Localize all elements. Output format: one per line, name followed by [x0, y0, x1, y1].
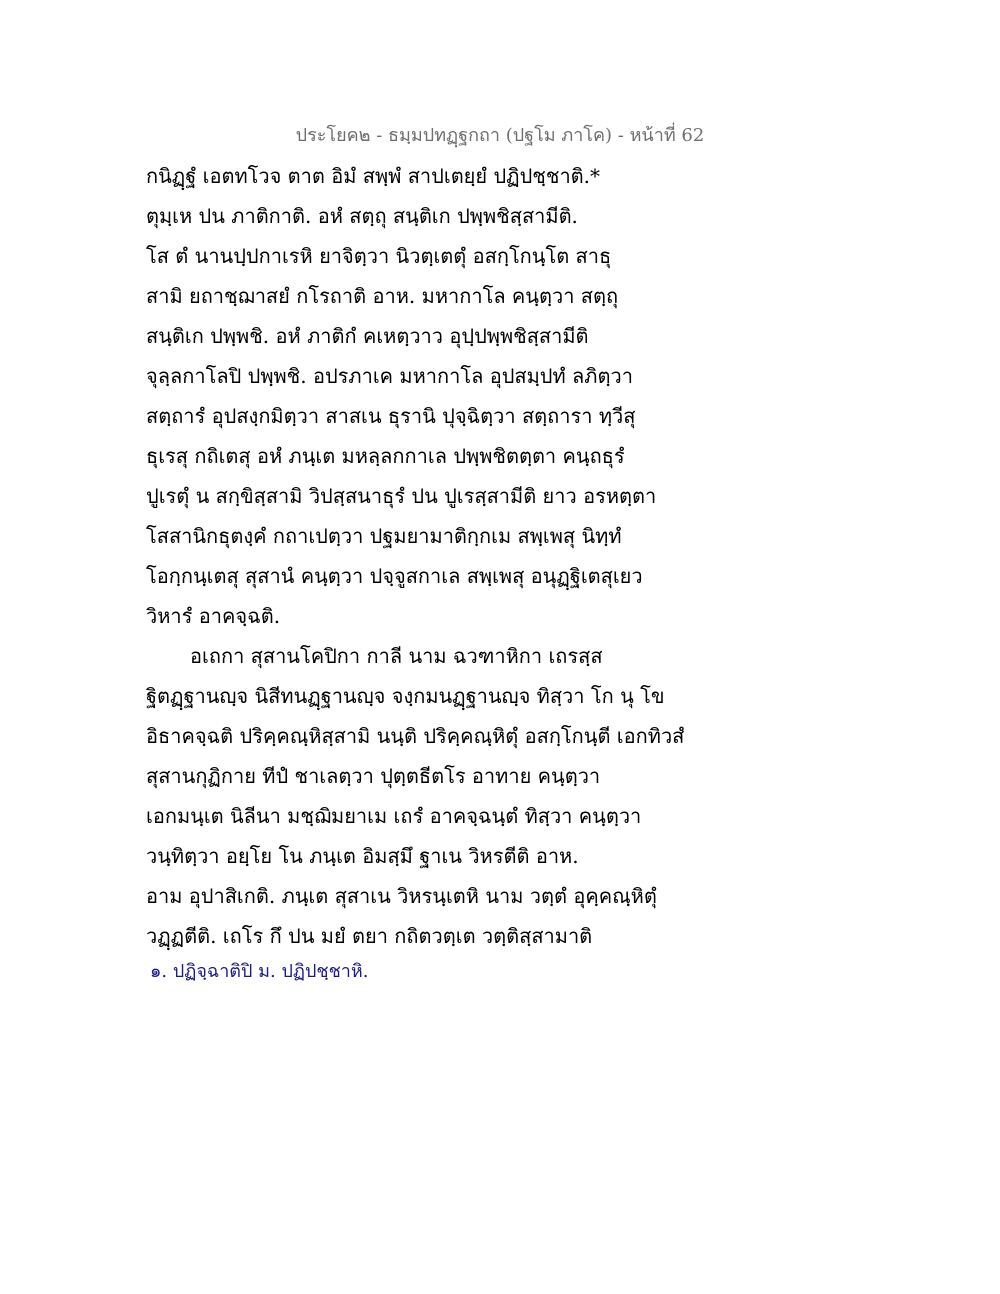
page-header: ประโยค๒ - ธมฺมปทฏฺฐกถา (ปฐโม ภาโค) - หน้าที่ 62: [295, 125, 705, 146]
text-line: ปูเรตุํ น สกฺขิสฺสามิ วิปสฺสนาธุรํ ปน ปูเรสฺสามีติ ยาว อรหตฺตา: [146, 484, 657, 508]
body-text: [146, 156, 706, 956]
text-line: กนิฏฺฐํ เอตทโวจ ตาต อิมํ สพฺพํ สาปเตยฺยํ ปฏิปชฺชาติ.*: [146, 164, 601, 188]
text-line: สามิ ยถาชฺฌาสยํ กโรถาติ อาห. มหากาโล คนฺตฺวา สตฺถุ: [146, 284, 619, 308]
text-line: ธุเรสุ กถิเตสุ อหํ ภนฺเต มหลฺลกกาเล ปพฺพชิตตฺตา คนฺถธุรํ: [146, 444, 625, 468]
text-line: เอกมนฺเต นิลีนา มชฺฌิมยาเม เถรํ อาคจฺฉนฺตํ ทิสฺวา คนฺตฺวา: [146, 804, 642, 828]
footnote: ๑. ปฏิจฺฉาติปิ ม. ปฏิปชฺชาหิ.: [150, 961, 369, 982]
text-line: อิธาคจฺฉติ ปริคฺคณฺหิสฺสามิ นนฺติ ปริคฺคณฺหิตุํ อสกฺโกนฺตี เอกทิวสํ: [146, 724, 685, 748]
text-line: อาม อุปาสิเกติ. ภนฺเต สุสาเน วิหรนฺเตหิ นาม วตฺตํ อุคฺคณฺหิตุํ: [146, 884, 657, 908]
text-line: วิหารํ อาคจฺฉติ.: [146, 604, 281, 628]
paragraph-start-line: อเถกา สุสานโคปิกา กาลี นาม ฉวฑาหิกา เถรสฺส: [190, 644, 603, 668]
text-line: วนฺทิตฺวา อยฺโย โน ภนฺเต อิมสฺมึ ฐาเน วิหรตีติ อาห.: [146, 844, 579, 868]
text-line: สุสานกุฏิกาย ทีปํ ชาเลตฺวา ปุตฺตธีตโร อาทาย คนฺตฺวา: [146, 764, 601, 788]
text-line: โส ตํ นานปฺปกาเรหิ ยาจิตฺวา นิวตฺเตตุํ อสกฺโกนฺโต สาธุ: [146, 244, 612, 268]
text-line: โสสานิกธุตงฺคํ กถาเปตฺวา ปฐมยามาติกฺกเม สพฺเพสุ นิทฺทํ: [146, 524, 622, 548]
text-line: สนฺติเก ปพฺพชิ. อหํ ภาติกํ คเหตฺวาว อุปฺปพฺพชิสฺสามีติ: [146, 324, 589, 348]
text-line: ฐิตฏฺฐานญฺจ นิสีทนฏฺฐานญฺจ จงฺกมนฏฺฐานญฺจ ทิสฺวา โก นุ โข: [146, 684, 665, 708]
text-line: จุลฺลกาโลปิ ปพฺพชิ. อปรภาเค มหากาโล อุปสมฺปทํ ลภิตฺวา: [146, 364, 633, 388]
text-line: สตฺถารํ อุปสงฺกมิตฺวา สาสเน ธุรานิ ปุจฺฉิตฺวา สตฺถารา ทฺวีสุ: [146, 404, 636, 428]
text-line: โอกฺกนฺเตสุ สุสานํ คนฺตฺวา ปจฺจูสกาเล สพฺเพสุ อนุฏฺฐิเตสุเยว: [146, 564, 643, 588]
text-line: ตุมฺเห ปน ภาติกาติ. อหํ สตฺถุ สนฺติเก ปพฺพชิสฺสามีติ.: [146, 204, 578, 228]
text-line: วฏฺฏตีติ. เถโร กึ ปน มยํ ตยา กถิตวตฺเต วตฺติสฺสามาติ: [146, 924, 593, 948]
